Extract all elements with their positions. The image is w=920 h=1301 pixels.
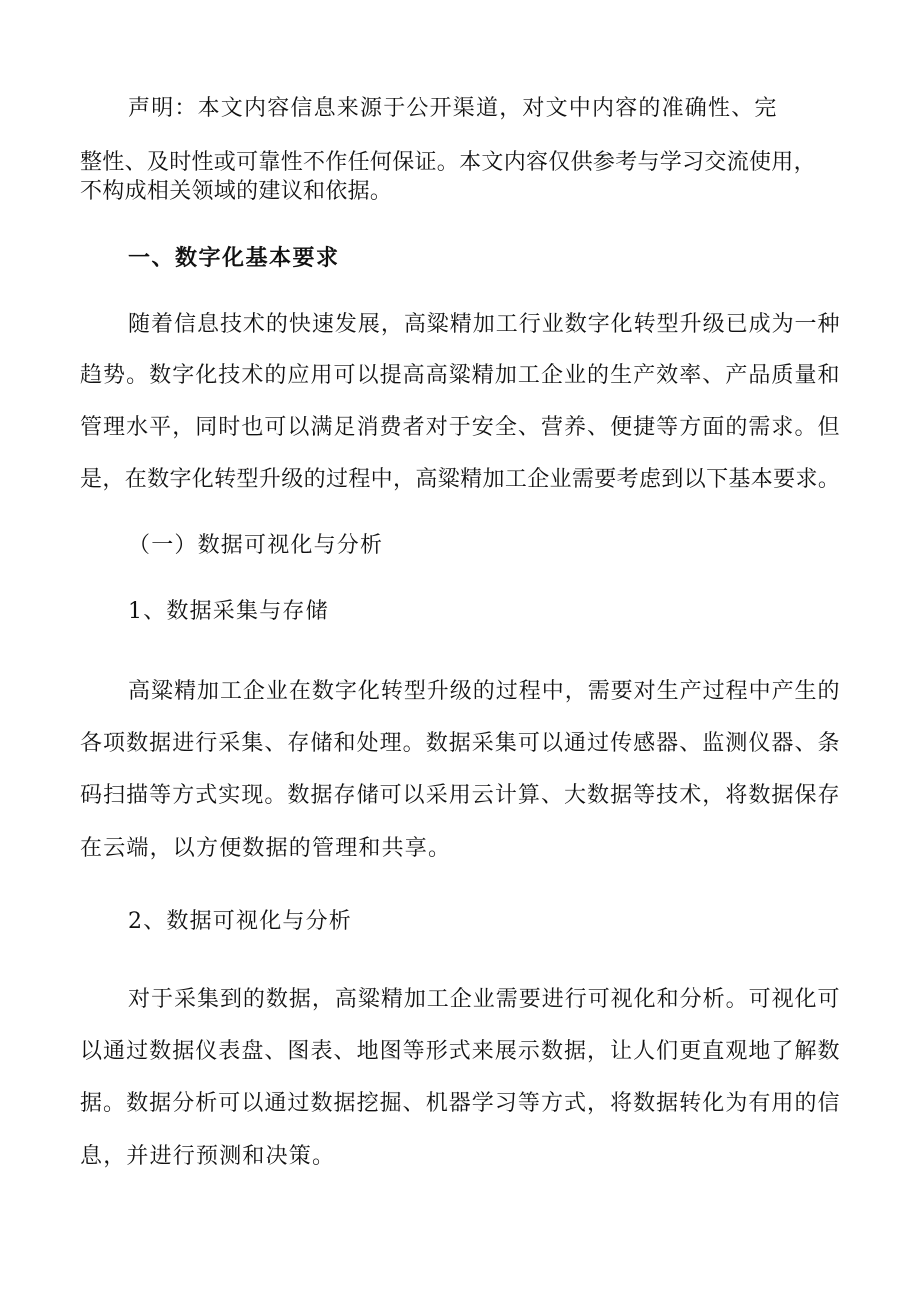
subsection-heading: （一）数据可视化与分析 <box>128 533 384 558</box>
item2-heading: 2、数据可视化与分析 <box>128 909 352 934</box>
intro-line-1: 随 着 信 息 技 术 的 快 速 发 展 ， 高 粱 精 加 工 行 业 数 字 化 转 型 升 级 已 成 为 一 种 <box>128 312 840 337</box>
item1-line-4: 在云端，以方便数据的管理和共享。 <box>80 836 452 861</box>
item1-line-3: 码 扫 描 等 方 式 实 现 。 数 据 存 储 可 以 采 用 云 计 算 、 大 数 据 等 技 术 ， 将 数 据 保 存 <box>80 783 840 808</box>
disclaimer-line-2: 整性、及时性或可靠性不作任何保证。本文内容仅供参考与学习交流使用， <box>80 150 816 175</box>
disclaimer-line-3: 不构成相关领域的建议和依据。 <box>80 179 393 204</box>
intro-line-3: 管 理 水 平 ， 同 时 也 可 以 满 足 消 费 者 对 于 安 全 、 营 养 、 便 捷 等 方 面 的 需 求 。 但 <box>80 415 840 440</box>
item1-heading: 1、数据采集与存储 <box>128 599 329 624</box>
intro-line-4: 是 ， 在 数 字 化 转 型 升 级 的 过 程 中 ， 高 粱 精 加 工 企 业 需 要 考 虑 到 以 下 基 本 要 求 。 <box>80 467 840 492</box>
intro-line-2: 趋 势 。 数 字 化 技 术 的 应 用 可 以 提 高 高 粱 精 加 工 企 业 的 生 产 效 率 、 产 品 质 量 和 <box>80 363 840 388</box>
item1-line-2: 各 项 数 据 进 行 采 集 、 存 储 和 处 理 。 数 据 采 集 可 以 通 过 传 感 器 、 监 测 仪 器 、 条 <box>80 731 840 756</box>
item2-line-4: 息，并进行预测和决策。 <box>80 1144 336 1169</box>
disclaimer-line-1: 声明：本文内容信息来源于公开渠道，对文中内容的准确性、完 <box>128 96 778 121</box>
item2-line-1: 对 于 采 集 到 的 数 据 ， 高 粱 精 加 工 企 业 需 要 进 行 可 视 化 和 分 析 。 可 视 化 可 <box>128 987 840 1012</box>
item1-line-1: 高 粱 精 加 工 企 业 在 数 字 化 转 型 升 级 的 过 程 中 ， 需 要 对 生 产 过 程 中 产 生 的 <box>128 679 840 704</box>
item2-line-2: 以 通 过 数 据 仪 表 盘 、 图 表 、 地 图 等 形 式 来 展 示 数 据 ， 让 人 们 更 直 观 地 了 解 数 <box>80 1039 840 1064</box>
item2-line-3: 据 。 数 据 分 析 可 以 通 过 数 据 挖 掘 、 机 器 学 习 等 方 式 ， 将 数 据 转 化 为 有 用 的 信 <box>80 1091 840 1116</box>
section-heading: 一、数字化基本要求 <box>128 246 340 271</box>
